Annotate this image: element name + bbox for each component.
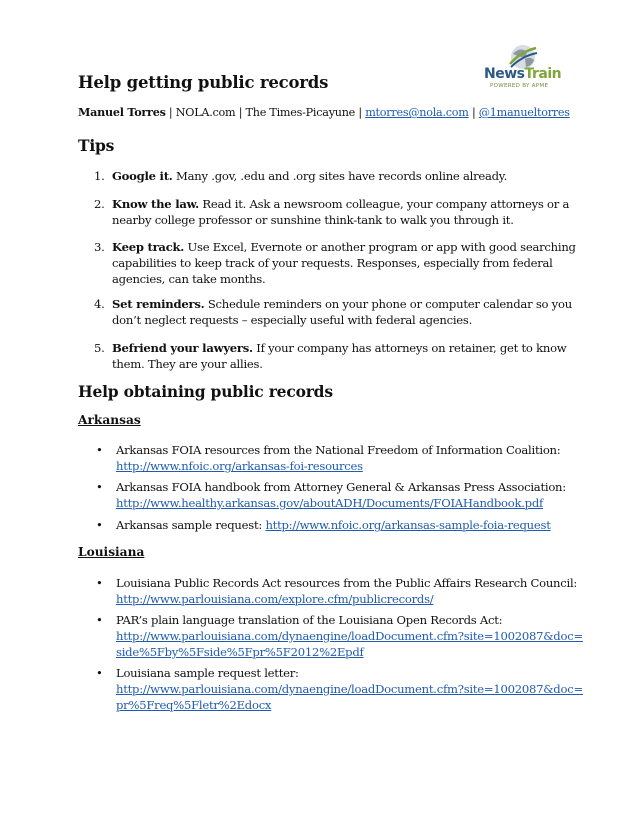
byline: Manuel Torres | NOLA.com | The Times-Picayune | mtorres@nola.com | @1manueltorres <box>78 105 570 119</box>
author-name: Manuel Torres <box>78 105 166 119</box>
logo-tagline: POWERED BY APME <box>490 83 549 89</box>
email-link[interactable]: mtorres@nola.com <box>365 106 469 119</box>
resource-link[interactable]: http://www.healthy.arkansas.gov/aboutADH/Documents/FOIAHandbook.pdf <box>116 496 544 510</box>
resource-link[interactable]: http://www.parlouisiana.com/explore.cfm/publicrecords/ <box>116 592 434 606</box>
resource-link[interactable]: http://www.nfoic.org/arkansas-foi-resources <box>116 459 363 473</box>
tips-heading: Tips <box>78 136 115 155</box>
resource-link[interactable]: http://www.parlouisiana.com/dynaengine/loadDocument.cfm?site=1002087&doc=pr%5Freq%5Fletr%2Edocx <box>116 682 583 712</box>
logo-wordmark: NewsTrain <box>484 66 562 82</box>
resource-link[interactable]: http://www.parlouisiana.com/dynaengine/loadDocument.cfm?site=1002087&doc=side%5Fby%5Fside%5Fpr%5F2012%2Epdf <box>116 629 583 659</box>
twitter-link[interactable]: @1manueltorres <box>478 106 570 119</box>
page-title: Help getting public records <box>78 73 329 92</box>
document-page: NewsTrain POWERED BY APME Help getting public records Manuel Torres | NOLA.com | The Times-Picayune | mtorres@nola.com | @1manueltorres Tips 1. Google it. Many .gov, .edu and .org sites have records online already. 2. Know the law. Read it. Ask a newsroom colleague, your company attorneys or a nearby college professor or sunshine think-tank to walk you through it. 3. Keep track. Use Excel, Evernote or another program or app with good searching capabilities to keep track of your requests. Responses, especially from federal agencies, can take months. 4. Set reminders. Schedule reminders on your phone or computer calendar so you don’t neglect requests – especially useful with federal agencies. 5. Befriend your lawyers. If your company has attorneys on retainer, get to know them. They are your allies. Help obtaining public records Arkansas • Arkansas FOIA resources from the National Freedom of Information Coalition: http://www.nfoic.org/arkansas-foi-resources • Arkansas FOIA handbook from Attorney General & Arkansas Press Association: http://www.healthy.arkansas.gov/aboutADH/Documents/FOIAHandbook.pdf • Arkansas sample request: http://www.nfoic.org/arkansas-sample-foia-request Louisiana • Louisiana Public Records Act resources from the Public Affairs Research Council: http://www.parlouisiana.com/explore.cfm/publicrecords/ • PAR’s plain language translation of the Louisiana Open Records Act: http://www.parlouisiana.com/dynaengine/loadDocument.cfm?site=1002087&doc=side%5Fby%5Fside%5Fpr%5F2012%2Epdf • Louisiana sample request letter: http://www.parlouisiana.com/dynaengine/loadDocument.cfm?site=1002087&doc=pr%5Freq%5Fletr%2Edocx <box>0 0 638 826</box>
louisiana-heading: Louisiana <box>78 545 145 559</box>
newstrain-logo <box>484 44 562 92</box>
resource-link[interactable]: http://www.nfoic.org/arkansas-sample-foia-request <box>265 518 551 532</box>
arkansas-heading: Arkansas <box>78 413 141 427</box>
obtaining-heading: Help obtaining public records <box>78 382 333 401</box>
